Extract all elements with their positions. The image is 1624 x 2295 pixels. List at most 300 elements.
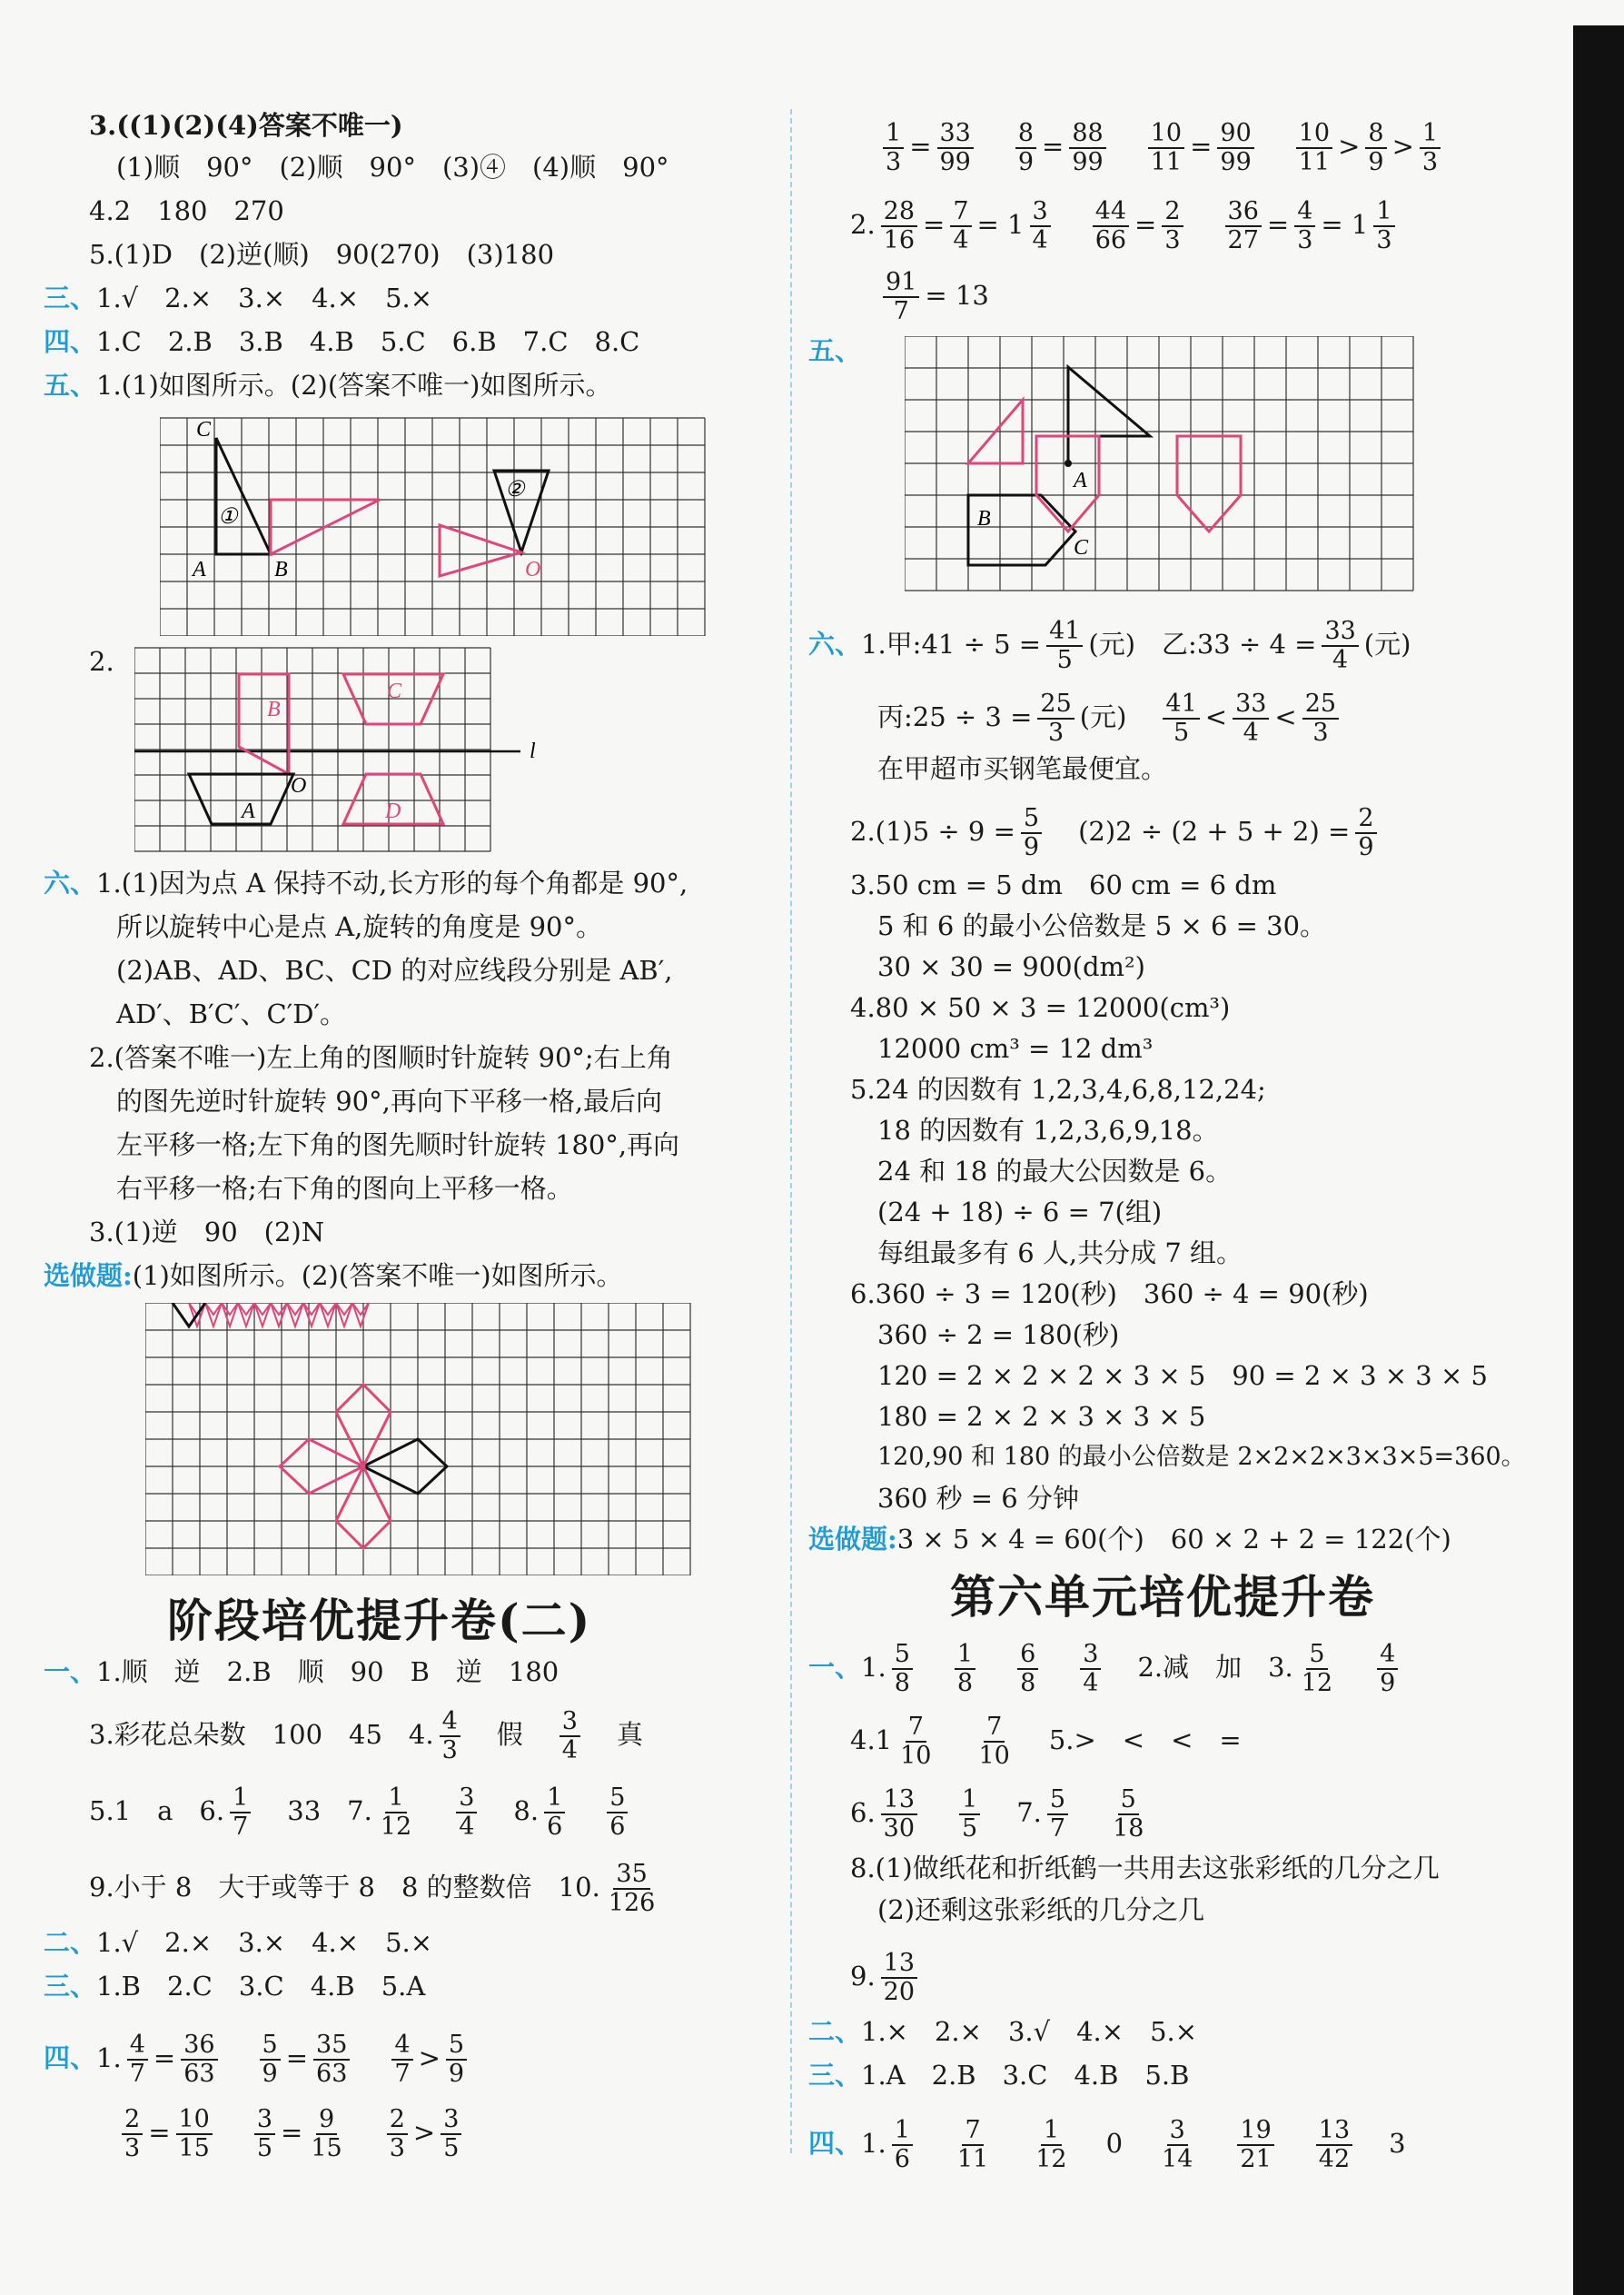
denominator: 14 [1162,2145,1193,2173]
numerator: 25 [1302,690,1339,720]
fraction [1377,1641,1398,1697]
text: 1. [861,2128,886,2159]
numerator: 5 [892,1641,913,1670]
stage2-section-4-row-2 [116,2106,467,2162]
fraction [1015,120,1036,176]
fraction [440,1708,460,1764]
denominator: 8 [894,1669,910,1697]
fraction [892,1641,913,1697]
fraction [1299,1641,1335,1697]
numerator: 3 [1030,198,1051,227]
pattern-row [189,1303,369,1326]
section-text: 1. [96,2042,122,2073]
section-tag: 三、 [44,1971,97,2002]
text: 5.1 a 6. [89,1795,225,1826]
denominator: 3 [1047,719,1065,747]
operator: = [923,209,946,240]
section-6-line-1 [44,865,688,901]
numerator: 1 [892,2117,913,2146]
fraction [1047,1786,1068,1843]
denominator: 3 [389,2134,405,2162]
denominator: 5 [1056,646,1073,674]
numerator: 2 [387,2106,408,2135]
numerator: 13 [881,1950,917,1979]
fractions [1293,1640,1404,1697]
numerator: 10 [1148,120,1184,149]
section-tag: 六、 [44,868,97,899]
section-4 [44,323,639,360]
section-text: 1.√ 2.× 3.× 4.× 5.× [96,283,433,313]
fraction [127,2032,148,2088]
numerator: 7 [906,1714,926,1743]
right-line-3a: 3.50 cm = 5 dm 60 cm = 6 dm [850,869,1277,900]
denominator: 42 [1318,2145,1351,2173]
pattern-cell [254,1303,271,1326]
numerator: 3 [441,2106,461,2135]
translation-grid-figure [134,647,552,856]
numerator: 1 [544,1784,565,1813]
right-line-3c: 30 × 30 = 900(dm²) [877,951,1145,982]
fraction-row-2 [116,2105,467,2162]
numerator: 5 [446,2032,467,2061]
fraction [881,1786,917,1843]
numerator: 8 [1365,120,1386,149]
denominator: 7 [893,297,909,325]
section-tag: 三、 [44,283,97,313]
fraction [975,1714,1012,1770]
left-line-3: 4.2 180 270 [89,195,284,226]
text: 1. [861,1652,886,1683]
operator: = [1134,209,1157,240]
denominator: 9 [1017,148,1035,176]
unit6-line-6 [850,1786,1152,1843]
denominator: 4 [561,1736,578,1764]
numerator: 35 [613,1861,649,1890]
denominator: 7 [1049,1814,1066,1843]
label-l: l [530,740,536,763]
fraction [1373,198,1394,254]
denominator: 3 [1376,226,1392,254]
pattern-cell [238,1303,254,1326]
operator: = [153,2042,176,2073]
denominator: 10 [978,1742,1010,1770]
value: 0 [1105,2128,1124,2159]
numerator: 90 [1217,120,1253,149]
label-a: A [193,558,206,581]
optional-tag: 选做题: [44,1260,133,1291]
numerator: 5 [1047,1786,1068,1815]
numerator: 28 [881,198,917,227]
section-text: 1.(1)如图所示。(2)(答案不唯一)如图所示。 [96,370,612,401]
label-c: C [1074,536,1089,560]
operator: = [148,2117,171,2148]
numerator: 7 [950,198,971,227]
denominator: 18 [1113,1814,1144,1843]
denominator: 6 [894,2145,910,2173]
numerator: 41 [1163,690,1199,720]
denominator: 7 [129,2060,145,2088]
denominator: 4 [1332,646,1349,674]
fractions [1042,1785,1153,1843]
section-6-line-7: 左平移一格;左下角的图先顺时针旋转 180°,再向 [116,1129,680,1160]
pattern-cell [287,1303,303,1326]
denominator: 5 [1173,719,1190,747]
denominator: 3 [124,2134,141,2162]
fraction [892,2117,913,2173]
denominator: 63 [316,2060,348,2088]
numerator: 1 [955,1641,975,1670]
stage2-line-9 [89,1861,663,1917]
denominator: 126 [608,1889,656,1917]
numerator: 1 [1420,120,1441,149]
operator: < [1204,701,1228,732]
operator: = [1190,131,1213,162]
fraction [1365,120,1386,176]
fractions [876,1785,986,1843]
label-b2: B [267,698,281,721]
fraction [446,2032,467,2088]
operator: = [285,2042,309,2073]
fraction [559,1708,580,1764]
right-section-6-line-1 [808,618,1411,674]
fraction [378,1784,414,1841]
denominator: 66 [1094,226,1127,254]
fraction [1316,2117,1352,2173]
denominator: 9 [1380,1669,1396,1697]
label-o2: O [291,774,307,798]
fraction [176,2106,213,2162]
right-line-4b: 12000 cm³ = 12 dm³ [877,1033,1154,1064]
denominator: 5 [962,1814,978,1843]
fraction [391,2032,412,2088]
denominator: 11 [956,2145,989,2173]
text: (2)2 ÷ (2 + 5 + 2) = [1078,816,1351,847]
section-tag: 四、 [44,326,97,357]
denominator: 7 [394,2060,411,2088]
stage2-section-3 [44,1968,425,2004]
scan-edge-bar [1573,25,1624,2295]
numerator: 1 [385,1784,406,1813]
right-section-6-line-3: 在甲超市买钢笔最便宜。 [877,753,1168,784]
right-section-6-line-4 [850,805,1382,861]
denominator: 4 [953,226,969,254]
numerator: 33 [1233,690,1269,720]
denominator: 15 [178,2134,210,2162]
fraction [1296,120,1332,176]
text: 2.减 加 3. [1137,1652,1293,1683]
fraction [606,1861,659,1917]
right-line-5b: 18 的因数有 1,2,3,6,9,18。 [877,1115,1219,1146]
fraction [897,1714,934,1770]
fraction [881,198,917,254]
fraction [1030,198,1051,254]
denominator: 11 [1150,148,1183,176]
unit6-section-4 [808,2117,1406,2173]
denominator: 99 [1072,148,1104,176]
section-text: 1.B 2.C 3.C 4.B 5.A [96,1971,426,2002]
denominator: 9 [1023,833,1040,861]
denominator: 12 [1301,1669,1333,1697]
denominator: 6 [609,1813,626,1841]
operator: = [281,2117,303,2148]
unit6-line-8b: (2)还剩这张彩纸的几分之几 [877,1894,1205,1925]
text: 真 [616,1719,643,1750]
text: = 13 [925,280,989,311]
numerator: 4 [391,2032,412,2061]
fraction [1110,1786,1146,1843]
triangle-1 [216,438,271,554]
numerator: 7 [984,1714,1005,1743]
fraction [1162,198,1183,254]
left-line-2: (1)顺 90° (2)顺 90° (3)④ (4)顺 90° [116,152,669,183]
right-line-5d: (24 + 18) ÷ 6 = 7(组) [877,1197,1163,1227]
fraction [1148,120,1184,176]
grid-lines [160,418,705,636]
right-optional [808,1521,1451,1557]
denominator: 15 [311,2134,342,2162]
section-tag: 一、 [808,1652,862,1683]
numerator: 1 [1041,2117,1062,2146]
fraction [955,1641,975,1697]
stage2-line-5 [89,1784,633,1841]
denominator: 7 [233,1813,249,1841]
optional-text: (1)如图所示。(2)(答案不唯一)如图所示。 [132,1260,623,1291]
numerator: 25 [1037,690,1074,720]
pattern-cell [303,1303,320,1326]
stage2-section-2 [44,1924,432,1961]
title-stage-2: 阶段培优提升卷(二) [167,1594,592,1647]
denominator: 11 [1298,148,1331,176]
denominator: 10 [900,1742,932,1770]
optional-question [44,1257,623,1294]
left-line-4: 5.(1)D (2)逆(顺) 90(270) (3)180 [89,239,555,270]
numerator: 5 [1118,1786,1139,1815]
fraction [1080,1641,1101,1697]
fraction [1033,2117,1069,2173]
section-6-line-8: 右平移一格;右下角的图向上平移一格。 [116,1173,573,1204]
right-line-5a: 5.24 的因数有 1,2,3,4,6,8,12,24; [850,1074,1266,1105]
section-tag: 五、 [44,370,97,401]
operator: = [1042,131,1065,162]
right-line-6e: 120,90 和 180 的最小公倍数是 2×2×2×3×3×5=360。 [877,1443,1526,1471]
unit6-section-2 [808,2013,1197,2050]
pattern-cell [320,1303,336,1326]
right-line-6d: 180 = 2 × 2 × 3 × 3 × 5 [877,1401,1206,1432]
num: 2. [850,209,876,240]
numerator: 3 [254,2106,275,2135]
denominator: 30 [883,1814,916,1843]
fraction [1237,2117,1273,2173]
fraction [456,1784,477,1841]
right-fraction-row-3 [877,269,989,325]
operator: = [909,131,932,162]
text: 7. [1016,1797,1042,1828]
fraction [1093,198,1129,254]
denominator: 4 [1032,226,1048,254]
section-text: 1.A 2.B 3.C 4.B 5.B [861,2060,1190,2091]
fraction [1163,690,1199,747]
fraction [1217,120,1253,176]
label-a2: A [242,800,255,823]
pattern-cell [352,1303,369,1326]
fraction [254,2106,275,2162]
right-line-6f: 360 秒 = 6 分钟 [877,1483,1079,1514]
section-tag: 五、 [808,335,862,366]
text: 3.彩花总朵数 100 45 4. [89,1719,434,1750]
label-o: O [525,558,541,581]
numerator: 5 [1306,1641,1327,1670]
grid-lines2 [134,648,490,851]
denominator: 3 [1164,226,1181,254]
fraction [544,1784,565,1841]
numerator: 13 [1316,2117,1352,2146]
right-line-6b: 360 ÷ 2 = 180(秒) [877,1319,1120,1350]
label-d2: D [385,800,401,823]
text: (元) [1079,701,1127,732]
numerator: 3 [456,1784,477,1813]
numerator: 4 [1377,1641,1398,1670]
denominator: 63 [183,2060,215,2088]
operator: < [1274,701,1297,732]
denominator: 3 [1297,226,1313,254]
denominator: 5 [256,2134,273,2162]
label-c: C [196,418,212,442]
fraction [1233,690,1269,747]
text: 假 [496,1719,523,1750]
fraction [937,120,974,176]
denominator: 9 [448,2060,465,2088]
denominator: 9 [1368,148,1384,176]
stage2-section-1 [44,1654,559,1690]
numerator: 6 [1017,1641,1038,1670]
text: 1.甲:41 ÷ 5 = [861,629,1042,660]
denominator: 21 [1240,2145,1272,2173]
pattern-cell [271,1303,287,1326]
section-text: 1.√ 2.× 3.× 4.× 5.× [96,1927,433,1958]
pattern-cell [205,1303,222,1326]
unit6-line-9 [850,1950,923,2006]
fraction [260,2032,281,2088]
numerator: 9 [316,2106,337,2135]
numerator: 10 [176,2106,213,2135]
denominator: 99 [939,148,971,176]
text: (元) 乙:33 ÷ 4 = [1088,629,1317,660]
unit6-line-4 [850,1714,1242,1770]
numerator: 5 [260,2032,281,2061]
fraction [607,1784,628,1841]
numerator: 3 [1080,1641,1101,1670]
numerator: 3 [1167,2117,1188,2146]
right-line-5e: 每组最多有 6 人,共分成 7 组。 [877,1237,1243,1268]
denominator: 4 [1243,719,1259,747]
denominator: 3 [886,148,902,176]
fraction [308,2106,344,2162]
fraction [1021,805,1042,861]
denominator: 8 [1020,1669,1036,1697]
denominator: 5 [443,2134,460,2162]
operator: = 1 [976,209,1025,240]
fraction [1355,805,1376,861]
section-6-line-4: AD′、B′C′、C′D′。 [116,998,347,1029]
numerator: 10 [1296,120,1332,149]
denominator: 3 [1312,719,1329,747]
numerator: 44 [1093,198,1129,227]
numerator: 36 [1225,198,1262,227]
fraction [959,1786,980,1843]
label-b: B [274,558,288,581]
numerator: 4 [127,2032,148,2061]
numerator: 1 [230,1784,251,1813]
fraction [441,2106,461,2162]
numerator: 2 [1162,198,1183,227]
section-text: 1.(1)因为点 A 保持不动,长方形的每个角都是 90°, [96,868,688,899]
right-section-6-line-2 [877,690,1344,747]
denominator: 27 [1227,226,1259,254]
numerator: 3 [559,1708,580,1737]
question-2-number: 2. [89,646,114,677]
fraction [122,2106,143,2162]
right-section-5-tag [808,333,861,369]
operator: > [412,2117,436,2148]
optional-grid-figure [145,1303,701,1575]
section-text: 1.× 2.× 3.√ 4.× 5.× [861,2016,1198,2047]
section-tag: 二、 [44,1927,97,1958]
numerator: 8 [1015,120,1036,149]
optional-tag: 选做题: [808,1524,897,1555]
numerator: 4 [1294,198,1315,227]
operator: > [1391,131,1414,162]
numerator: 7 [962,2117,983,2146]
text: 8. [513,1795,540,1826]
section-5 [44,367,611,403]
section-6-line-2: 所以旋转中心是点 A,旋转的角度是 90°。 [116,911,602,942]
unit6-line-8a: 8.(1)做纸花和折纸鹤一共用去这张彩纸的几分之几 [850,1853,1440,1883]
fraction [387,2106,408,2162]
stage2-section-4 [44,2032,472,2088]
section-6-line-6: 的图先逆时针旋转 90°,再向下平移一格,最后向 [116,1086,663,1117]
operator: > [1338,131,1361,162]
pattern-cell [336,1303,352,1326]
fraction [1069,120,1105,176]
right-line-5c: 24 和 18 的最大公因数是 6。 [877,1156,1233,1187]
denominator: 8 [956,1669,974,1697]
point-a [1065,460,1072,467]
denominator: 12 [1035,2145,1067,2173]
right-line-6a: 6.360 ÷ 3 = 120(秒) 360 ÷ 4 = 90(秒) [850,1278,1369,1309]
black-triangle [1068,367,1150,436]
label-a: A [1074,469,1087,492]
right-fraction-row-2 [850,198,1401,254]
right-line-3b: 5 和 6 的最小公倍数是 5 × 6 = 30。 [877,910,1327,941]
section-text: 1.顺 逆 2.B 顺 90 B 逆 180 [96,1656,559,1687]
right-fraction-row-1 [877,120,1446,176]
denominator: 20 [883,1978,916,2006]
numerator: 13 [881,1786,917,1815]
fractions [892,1713,1018,1770]
numerator: 1 [883,120,904,149]
text: 2.(1)5 ÷ 9 = [850,816,1015,847]
section-6-line-5: 2.(答案不唯一)左上角的图顺时针旋转 90°;右上角 [89,1042,673,1073]
left-line-1: 3.((1)(2)(4)答案不唯一) [89,110,403,141]
numerator: 5 [607,1784,628,1813]
pattern-cell [222,1303,238,1326]
numerator: 35 [313,2032,350,2061]
unit6-line-1 [808,1641,1403,1697]
title-unit-6: 第六单元培优提升卷 [950,1570,1375,1624]
denominator: 4 [1083,1669,1099,1697]
denominator: 16 [883,226,916,254]
text: 33 7. [287,1795,372,1826]
